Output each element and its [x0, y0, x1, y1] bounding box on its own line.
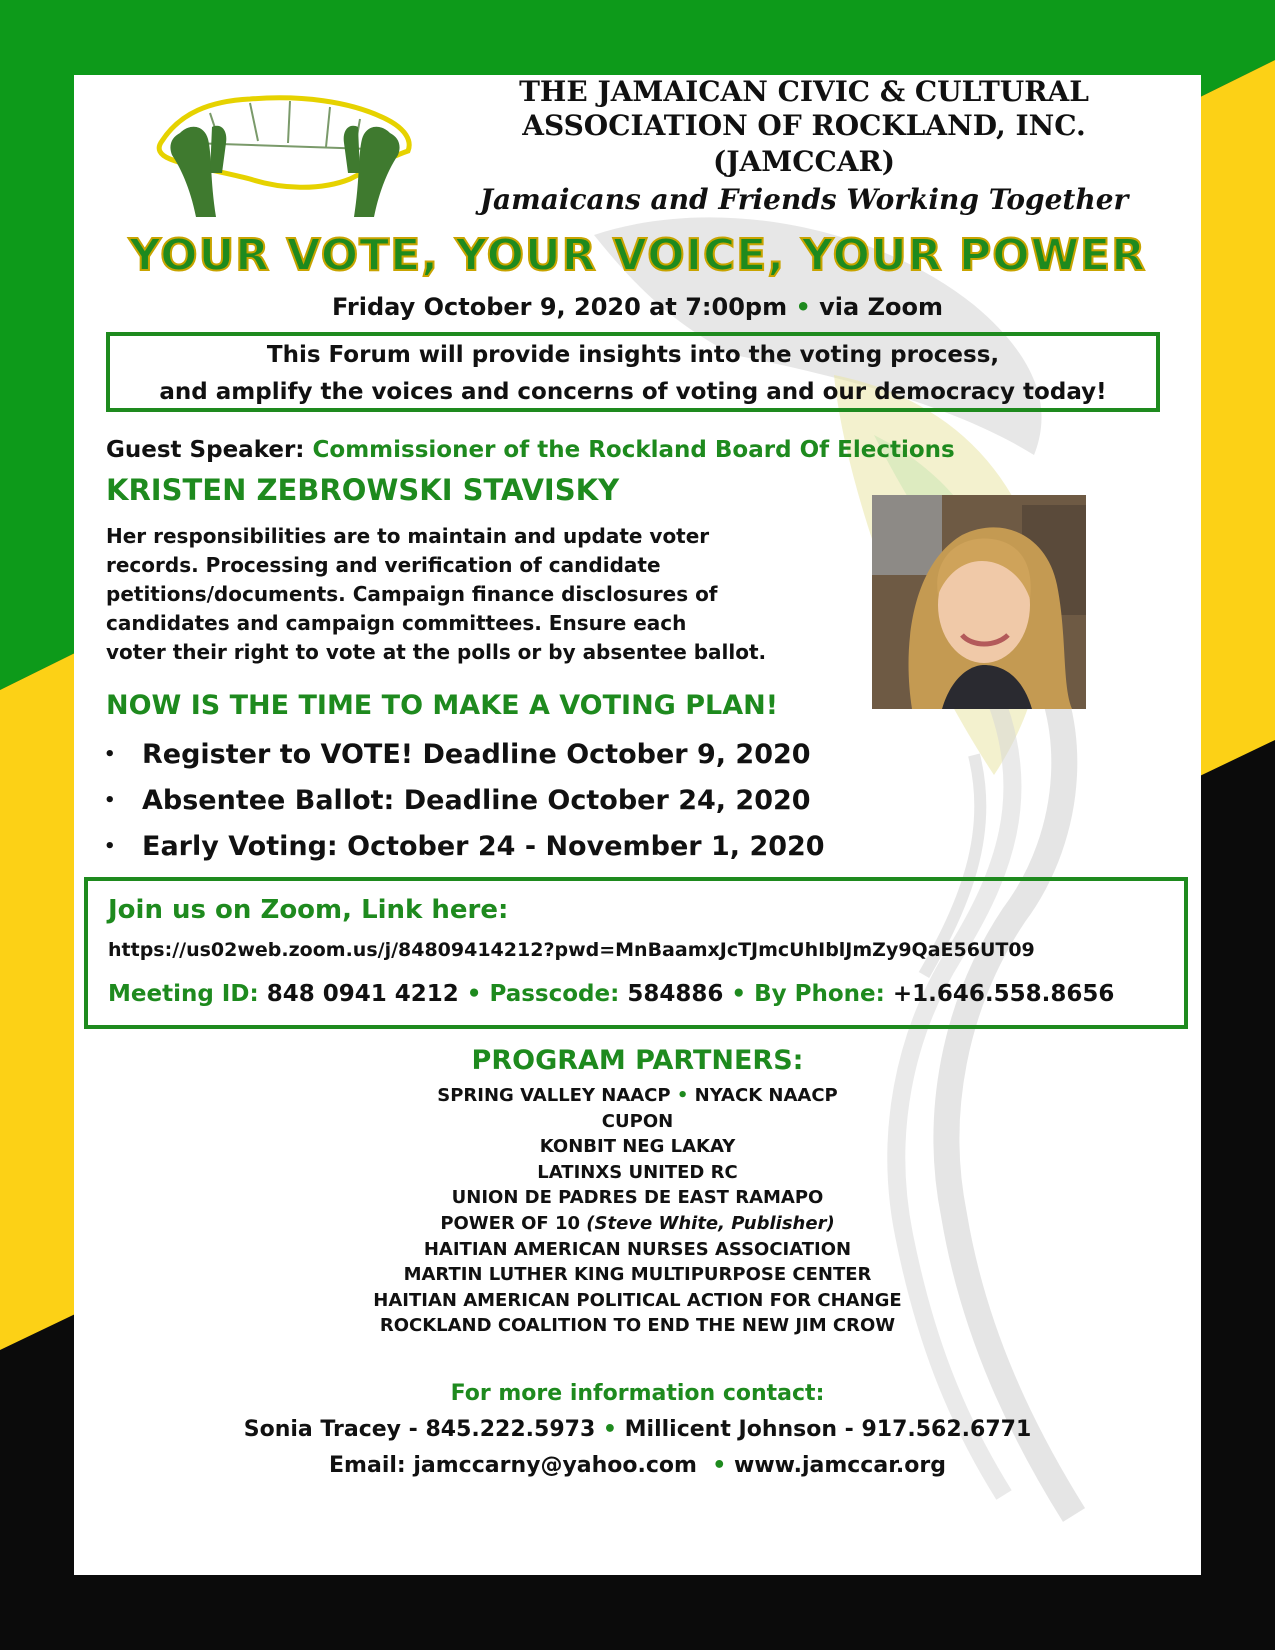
list-item: [74, 1083, 1201, 1109]
event-venue: via Zoom: [819, 293, 943, 321]
list-item: HAITIAN AMERICAN NURSES ASSOCIATION: [423, 1238, 852, 1260]
intro-line2: and amplify the voices and concerns of voting and our democracy today!: [159, 379, 1107, 405]
contact-website[interactable]: www.jamccar.org: [734, 1453, 946, 1478]
list-item: ROCKLAND COALITION TO END THE NEW JIM CROW: [379, 1315, 896, 1337]
list-item-text: Early Voting: October 24 - November 1, 2020: [142, 831, 825, 862]
list-item-text: Absentee Ballot: Deadline October 24, 2020: [142, 785, 811, 816]
list-item: UNION DE PADRES DE EAST RAMAPO: [451, 1187, 824, 1209]
zoom-info-box: [84, 877, 1188, 1029]
list-item: HAITIAN AMERICAN POLITICAL ACTION FOR CHANGE: [373, 1289, 902, 1311]
contact-heading: For more information contact:: [450, 1381, 825, 1406]
bio-line: voter their right to vote at the polls or by absentee ballot.: [106, 640, 767, 664]
bullet-icon: •: [104, 836, 116, 857]
partner-name: NYACK NAACP: [694, 1085, 838, 1106]
bio-line: candidates and campaign committees. Ensure each: [106, 611, 687, 635]
voting-plan-heading: NOW IS THE TIME TO MAKE A VOTING PLAN!: [106, 690, 779, 721]
list-item: [102, 824, 825, 870]
intro-line1: This Forum will provide insights into the voting process,: [266, 342, 1000, 368]
org-name-line2: ASSOCIATION OF ROCKLAND, INC.: [522, 109, 1086, 142]
meeting-id-label: Meeting ID:: [108, 981, 259, 1007]
partner-name: SPRING VALLEY NAACP: [437, 1085, 671, 1106]
contact-email[interactable]: Email: jamccarny@yahoo.com: [329, 1453, 697, 1478]
passcode-label: Passcode:: [489, 981, 620, 1007]
bio-line: petitions/documents. Campaign finance disclosures of: [106, 582, 718, 606]
bio-line: records. Processing and verification of candidate: [106, 553, 661, 577]
list-item: MARTIN LUTHER KING MULTIPURPOSE CENTER: [403, 1264, 872, 1286]
zoom-link[interactable]: https://us02web.zoom.us/j/84809414212?pwd=MnBaamxJcTJmcUhIblJmZy9QaE56UT09: [108, 939, 1035, 961]
meeting-id: 848 0941 4212: [266, 981, 459, 1007]
partners-list: [74, 1083, 1201, 1339]
partner-name: POWER OF 10: [440, 1212, 580, 1234]
event-dateline: [74, 293, 1201, 321]
details-separator: •: [731, 981, 747, 1007]
flyer-page: [74, 75, 1201, 1575]
contact-person: Millicent Johnson - 917.562.6771: [624, 1417, 1032, 1442]
speaker-name: KRISTEN ZEBROWSKI STAVISKY: [106, 473, 620, 507]
zoom-heading: Join us on Zoom, Link here:: [108, 895, 509, 925]
details-separator: •: [466, 981, 482, 1007]
guest-speaker-label: Guest Speaker:: [106, 437, 305, 463]
list-item: [74, 1211, 1201, 1237]
zoom-meeting-details: [108, 981, 1114, 1007]
partner-note: (Steve White, Publisher): [586, 1212, 835, 1234]
org-tagline: Jamaicans and Friends Working Together: [479, 183, 1129, 216]
passcode: 584886: [627, 981, 724, 1007]
list-item: LATINXS UNITED RC: [537, 1161, 738, 1183]
dateline-separator: •: [795, 293, 811, 321]
voting-plan-list: [102, 732, 825, 870]
org-acronym: (JAMCCAR): [712, 145, 896, 178]
list-item: [102, 778, 825, 824]
list-item: KONBIT NEG LAKAY: [539, 1136, 736, 1158]
intro-box: [106, 332, 1160, 412]
bio-line: Her responsibilities are to maintain and update voter: [106, 524, 710, 548]
list-item: [102, 732, 825, 778]
partners-heading: PROGRAM PARTNERS:: [471, 1045, 804, 1076]
speaker-photo: [872, 495, 1086, 709]
guest-speaker-title: Commissioner of the Rockland Board Of Elections: [312, 437, 955, 463]
speaker-bio: [106, 522, 786, 667]
org-name-line1: THE JAMAICAN CIVIC & CULTURAL: [519, 75, 1089, 108]
guest-speaker-line: [106, 437, 955, 463]
contact-person: Sonia Tracey - 845.222.5973: [243, 1417, 596, 1442]
bullet-icon: •: [104, 744, 116, 765]
phone-label: By Phone:: [754, 981, 885, 1007]
phone-number: +1.646.558.8656: [892, 981, 1115, 1007]
jamaica-map-hands-logo-icon: [150, 83, 420, 223]
partner-separator: •: [676, 1085, 689, 1106]
list-item-text: Register to VOTE! Deadline October 9, 2020: [142, 739, 811, 770]
event-date: Friday October 9, 2020 at 7:00pm: [332, 293, 788, 321]
list-item: CUPON: [601, 1110, 674, 1132]
contact-online: [74, 1453, 1201, 1478]
speaker-portrait-icon: [872, 495, 1086, 709]
contact-separator: •: [602, 1417, 617, 1442]
headline: YOUR VOTE, YOUR VOICE, YOUR POWER: [128, 230, 1147, 281]
contact-separator: •: [712, 1453, 727, 1478]
contact-persons: [74, 1417, 1201, 1442]
bullet-icon: •: [104, 790, 116, 811]
